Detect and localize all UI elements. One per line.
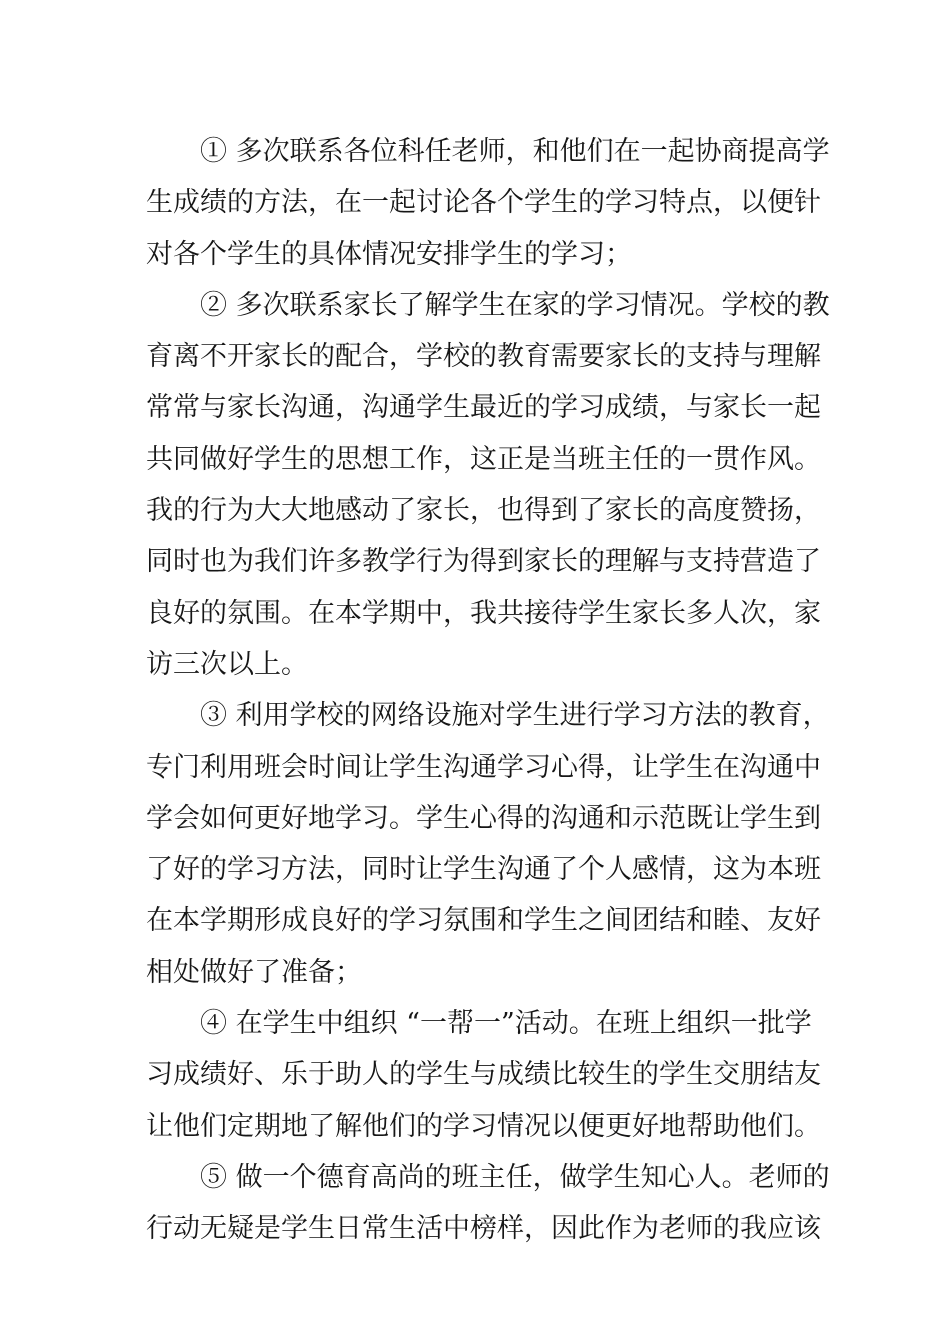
paragraph-2-line-6: 同时也为我们许多教学行为得到家长的理解与支持营造了 — [146, 546, 821, 578]
paragraph-2-line-2: 育离不开家长的配合，学校的教育需要家长的支持与理解 — [146, 341, 821, 373]
body-text — [146, 126, 830, 1255]
paragraph-1-line-2: 生成绩的方法，在一起讨论各个学生的学习特点，以便针 — [146, 187, 821, 219]
paragraph-1-line-3: 对各个学生的具体情况安排学生的学习； — [146, 238, 632, 270]
paragraph-3-line-2: 专门利用班会时间让学生沟通学习心得，让学生在沟通中 — [146, 751, 821, 783]
paragraph-2-line-7: 良好的氛围。在本学期中，我共接待学生家长多人次，家 — [146, 597, 821, 629]
paragraph-2-line-5: 我的行为大大地感动了家长，也得到了家长的高度赞扬， — [146, 495, 821, 527]
paragraph-2-line-8: 访三次以上。 — [146, 648, 308, 680]
paragraph-4-line-1: ④ 在学生中组织 “一帮一”活动。在班上组织一批学 — [200, 1008, 812, 1040]
paragraph-5-line-2: 行动无疑是学生日常生活中榜样，因此作为老师的我应该 — [146, 1213, 821, 1245]
paragraph-4-line-2: 习成绩好、乐于助人的学生与成绩比较生的学生交朋结友 — [146, 1059, 821, 1091]
paragraph-2-line-4: 共同做好学生的思想工作，这正是当班主任的一贯作风。 — [146, 443, 821, 475]
paragraph-3-line-6: 相处做好了准备； — [146, 956, 362, 988]
paragraph-2-line-3: 常常与家长沟通，沟通学生最近的学习成绩，与家长一起 — [146, 392, 821, 424]
paragraph-1-line-1: ① 多次联系各位科任老师，和他们在一起协商提高学 — [200, 136, 830, 167]
paragraph-3-line-1: ③ 利用学校的网络设施对学生进行学习方法的教育， — [200, 700, 830, 732]
paragraph-4-line-3: 让他们定期地了解他们的学习情况以便更好地帮助他们。 — [146, 1110, 821, 1142]
paragraph-5-line-1: ⑤ 做一个德育高尚的班主任，做学生知心人。老师的 — [200, 1161, 830, 1193]
paragraph-3-line-5: 在本学期形成良好的学习氛围和学生之间团结和睦、友好 — [146, 905, 821, 937]
paragraph-3-line-3: 学会如何更好地学习。学生心得的沟通和示范既让学生到 — [146, 802, 821, 834]
paragraph-2-line-1: ② 多次联系家长了解学生在家的学习情况。学校的教 — [200, 289, 830, 321]
paragraph-3-line-4: 了好的学习方法，同时让学生沟通了个人感情，这为本班 — [146, 854, 821, 886]
